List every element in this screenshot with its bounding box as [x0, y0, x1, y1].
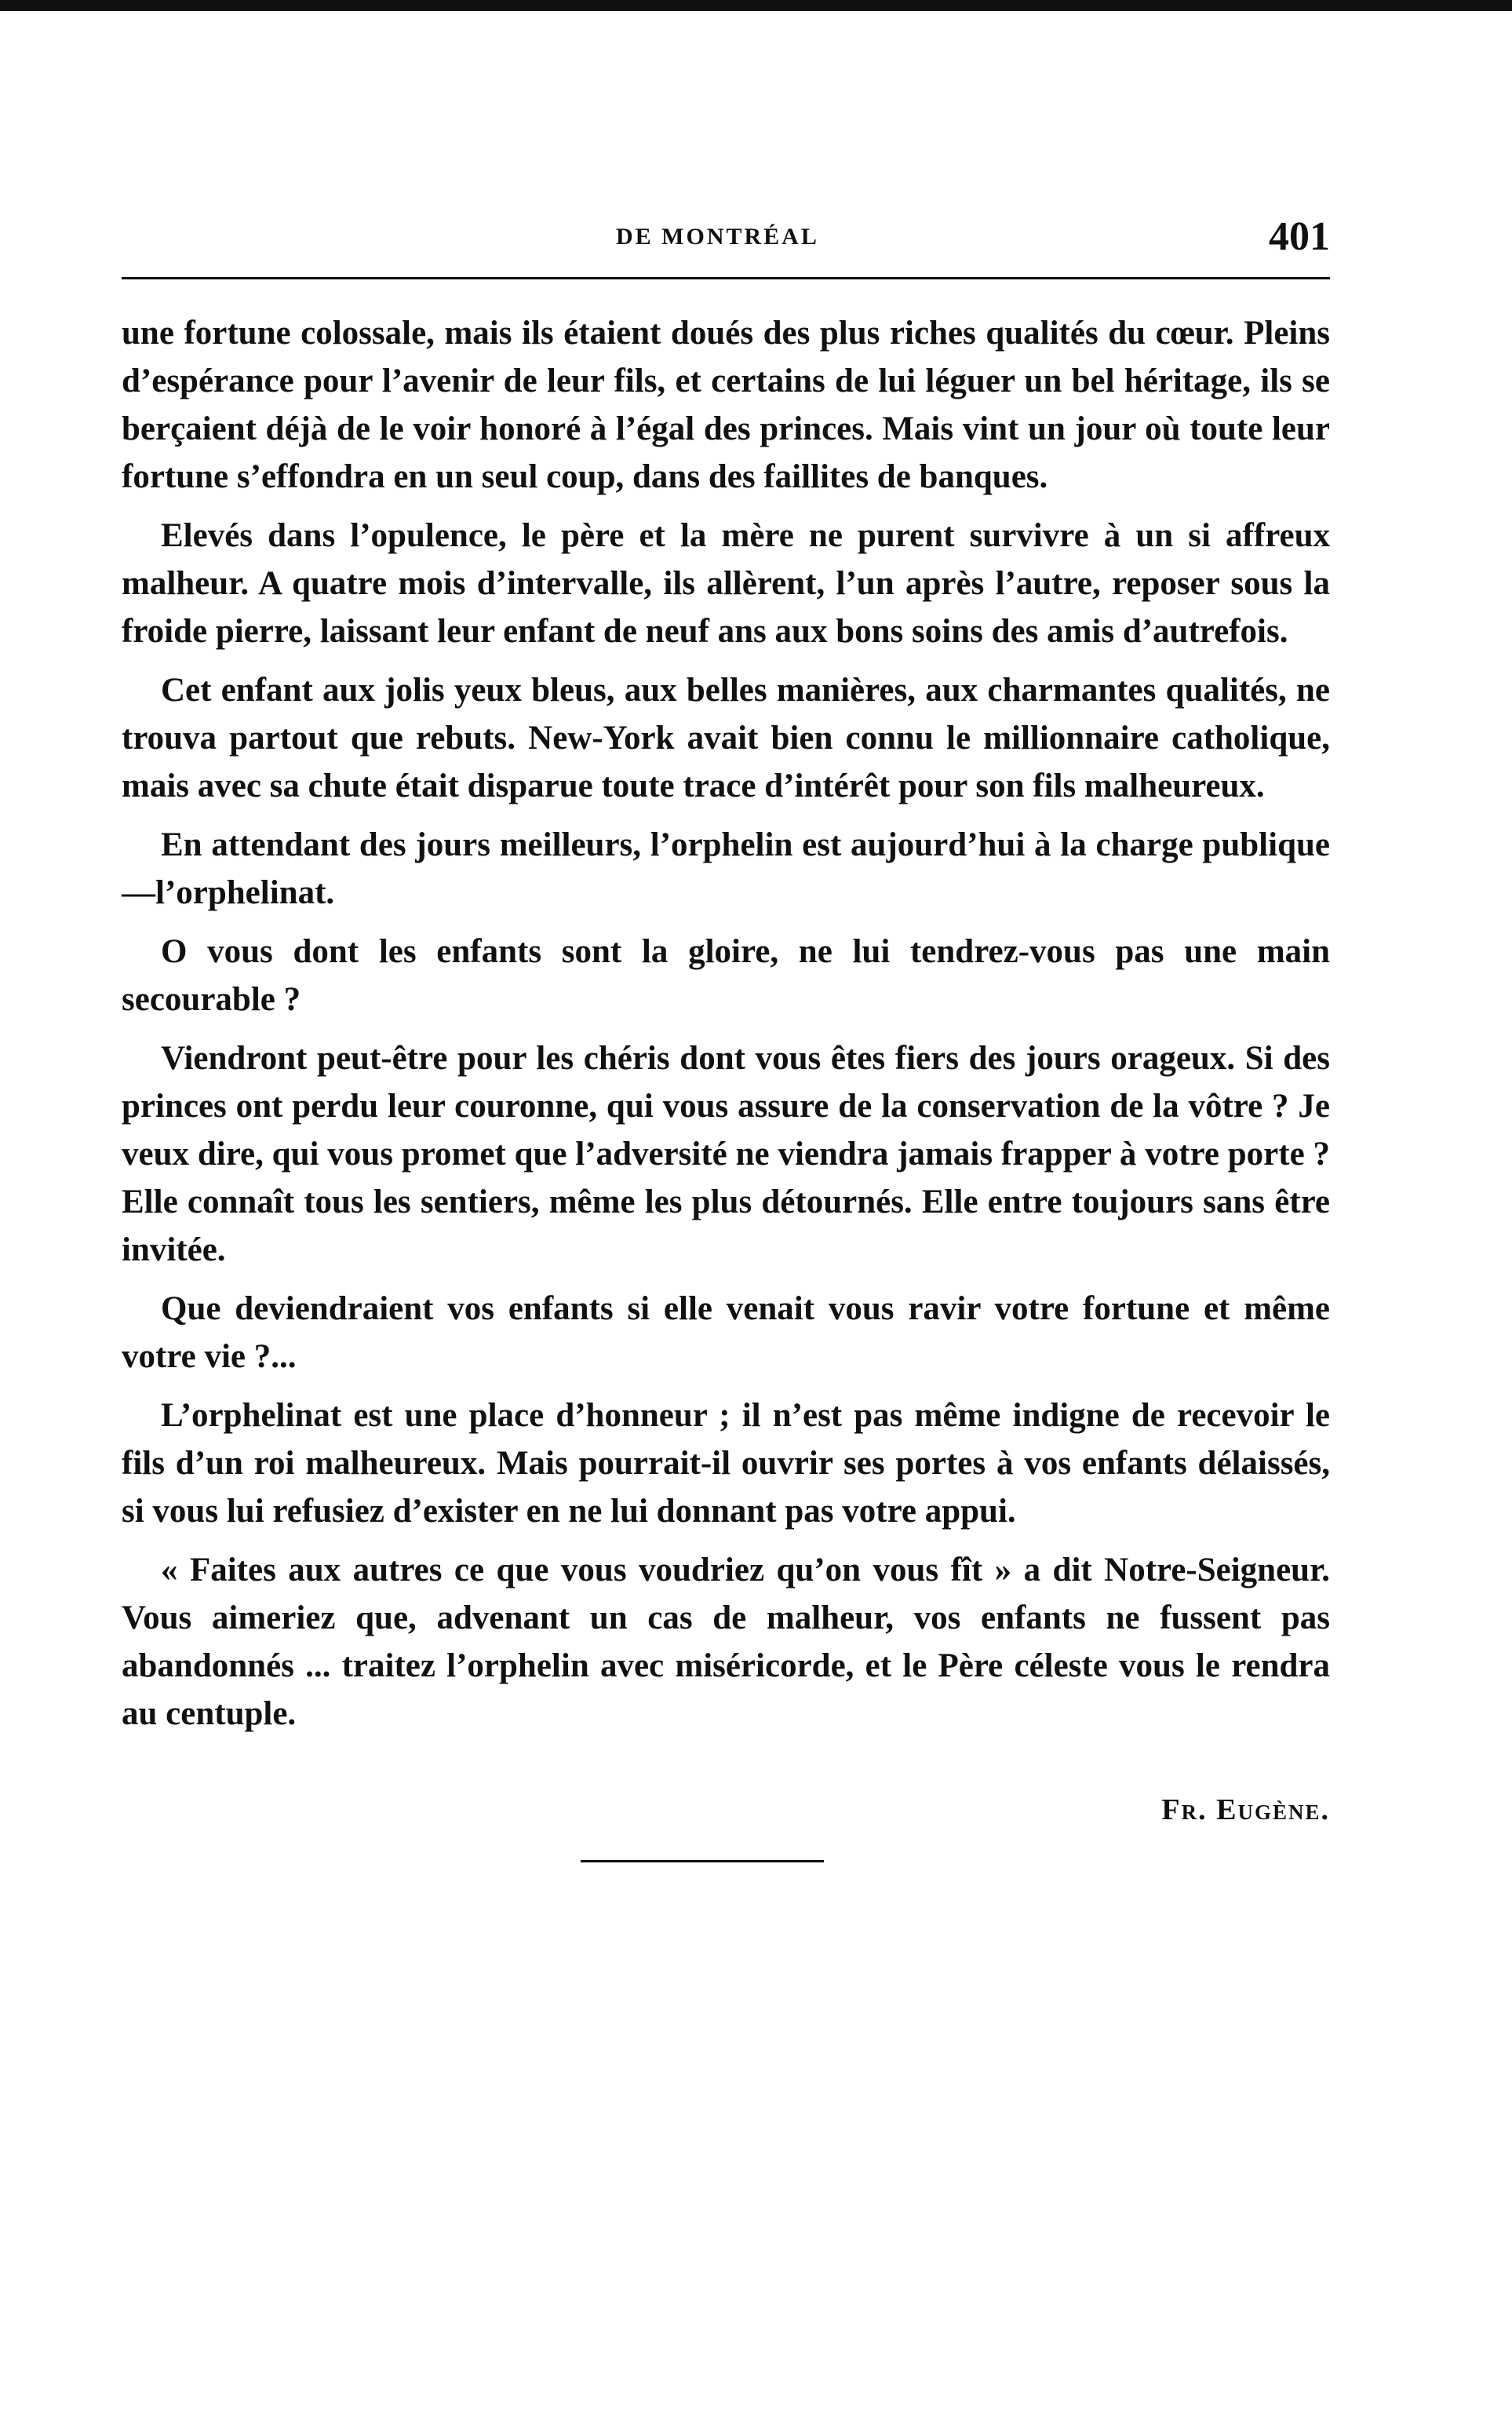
paragraph-8: L’orphelinat est une place d’honneur ; il n’est pas même indigne de recevoir le fils d’un roi malheureux. Mais pourrait-il ouvrir ses portes à vos enfants délaissés, si vous lui refusiez d’exister en ne lui donnant pas votre appui.	[122, 1397, 1330, 1530]
end-divider	[581, 1860, 824, 1862]
paragraph-5: O vous dont les enfants sont la gloire, ne lui tendrez-vous pas une main secourable ?	[122, 933, 1330, 1018]
paragraph-1: une fortune colossale, mais ils étaient doués des plus riches qualités du cœur. Pleins d’espérance pour l’avenir de leur fils, et certains de lui léguer un bel héritage, ils se berçaient déjà de le voir honoré à l’égal des princes. Mais vint un jour où toute leur fortune s’effondra en un seul coup, dans des faillites de banques.	[122, 315, 1330, 495]
paragraph-3: Cet enfant aux jolis yeux bleus, aux belles manières, aux charmantes qualités, ne trouva partout que rebuts. New-York avait bien connu le millionnaire catholique, mais avec sa chute était disparue toute trace d’intérêt pour son fils malheureux.	[122, 672, 1330, 804]
body-text	[122, 309, 1330, 1738]
paragraph-9: « Faites aux autres ce que vous voudriez qu’on vous fît » a dit Notre-Seigneur. Vous aimeriez que, advenant un cas de malheur, vos enfants ne fussent pas abandonnés ... traitez l’orphelin avec miséricorde, et le Père céleste vous le rendra au centuple.	[122, 1552, 1330, 1732]
page	[122, 196, 1330, 1862]
paragraph-6: Viendront peut-être pour les chéris dont vous êtes fiers des jours orageux. Si des princes ont perdu leur couronne, qui vous assure de la conservation de la vôtre ? Je veux dire, qui vous promet que l’adversité ne viendra jamais frapper à votre porte ? Elle connaît tous les sentiers, même les plus détournés. Elle entre toujours sans être invitée.	[122, 1040, 1330, 1268]
paragraph-7: Que deviendraient vos enfants si elle venait vous ravir votre fortune et même votre vie ?...	[122, 1290, 1330, 1375]
paragraph-2: Elevés dans l’opulence, le père et la mère ne purent survivre à un si affreux malheur. A quatre mois d’intervalle, ils allèrent, l’un après l’autre, reposer sous la froide pierre, laissant leur enfant de neuf ans aux bons soins des amis d’autrefois.	[122, 517, 1330, 650]
signature: Fr. Eugène.	[1161, 1793, 1330, 1826]
page-number: 401	[1269, 214, 1330, 259]
top-edge-rule	[0, 0, 1512, 11]
paragraph-4: En attendant des jours meilleurs, l’orphelin est aujourd’hui à la charge publique—l’orphelinat.	[122, 826, 1330, 911]
running-head	[122, 196, 1330, 271]
header-divider	[122, 277, 1330, 279]
running-title: DE MONTRÉAL	[616, 224, 819, 250]
